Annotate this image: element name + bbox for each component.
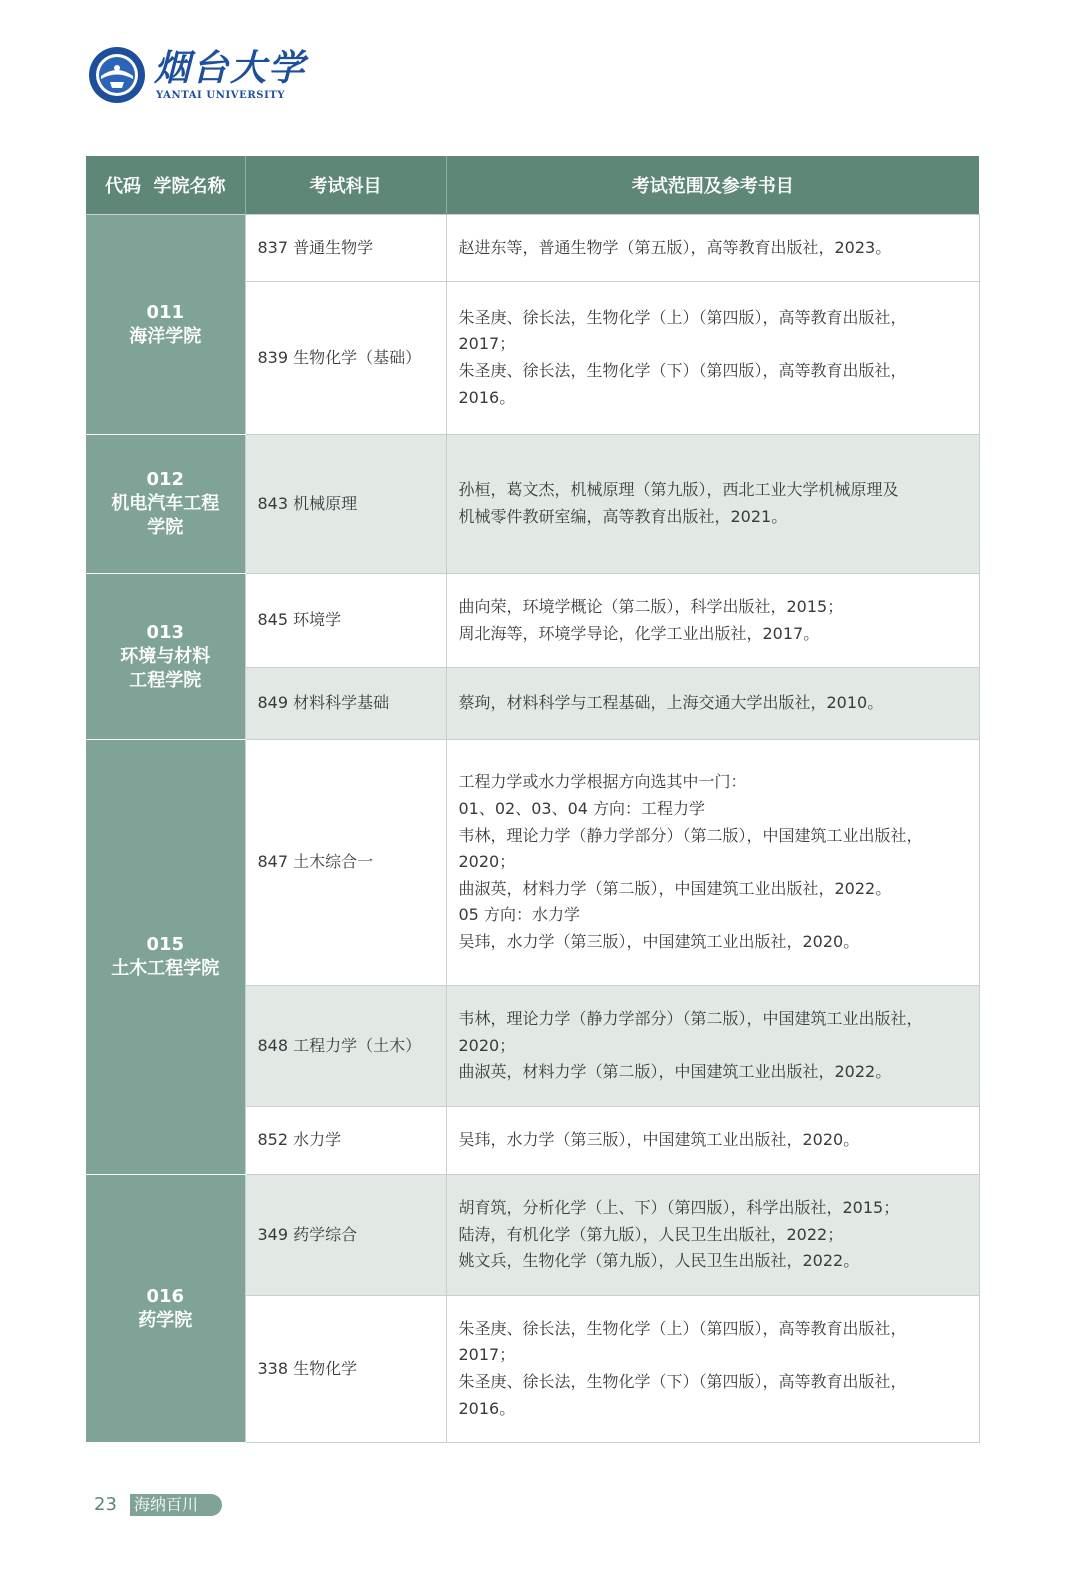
institute-cell	[86, 1175, 245, 1443]
reference-line: 朱圣庚、徐长法，生物化学（下）（第四版），高等教育出版社，	[458, 1372, 907, 1391]
institute-cell	[86, 574, 245, 740]
reference-line: 曲淑英，材料力学（第二版），中国建筑工业出版社，2022。	[458, 878, 892, 898]
institute-cell	[86, 215, 245, 435]
header-subject: 考试科目	[245, 156, 446, 215]
table-header-row	[86, 156, 979, 215]
subject-cell: 338 生物化学	[245, 1296, 446, 1443]
table-row	[86, 215, 979, 282]
reference-line: 曲淑英，材料力学（第二版），中国建筑工业出版社，2022。	[458, 1062, 892, 1082]
header-reference: 考试范围及参考书目	[446, 156, 979, 215]
subject-cell: 843 机械原理	[245, 435, 446, 574]
reference-line: 朱圣庚、徐长法，生物化学（上）（第四版），高等教育出版社，	[458, 307, 907, 327]
reference-cell	[446, 1296, 979, 1443]
page-number: 23	[94, 1494, 117, 1515]
reference-line: 孙桓，葛文杰，机械原理（第九版），西北工业大学机械原理及	[458, 480, 899, 500]
header-institute: 代码 学院名称	[86, 156, 245, 215]
institute-cell	[86, 740, 245, 1175]
institute-code: 016	[146, 1285, 185, 1307]
reference-line: 05 方向：水力学	[458, 905, 580, 925]
subject-cell: 849 材料科学基础	[245, 668, 446, 740]
university-logo	[88, 46, 348, 106]
reference-line: 2020；	[458, 852, 516, 872]
reference-line: 朱圣庚、徐长法，生物化学（上）（第四版），高等教育出版社，	[458, 1318, 907, 1338]
institute-code: 015	[146, 934, 185, 955]
reference-line: 2017；	[458, 1345, 516, 1365]
institute-name: 海洋学院	[129, 325, 202, 347]
table-row	[86, 435, 979, 574]
reference-cell	[446, 740, 979, 986]
institute-code: 013	[146, 621, 185, 643]
institute-name: 工程学院	[129, 669, 202, 691]
reference-line: 2016。	[458, 1398, 516, 1418]
reference-line: 2016。	[458, 387, 516, 407]
subject-cell: 847 土木综合一	[245, 740, 446, 986]
exam-subject-table	[86, 156, 980, 1443]
reference-line: 周北海等，环境学导论，化学工业出版社，2017。	[458, 623, 820, 643]
institute-code: 011	[146, 301, 185, 323]
reference-line: 工程力学或水力学根据方向选其中一门：	[458, 772, 747, 792]
reference-line: 2017；	[458, 334, 516, 354]
reference-line: 01、02、03、04 方向：工程力学	[458, 799, 706, 819]
logo-english-name: YANTAI UNIVERSITY	[156, 90, 286, 101]
institute-name: 药学院	[138, 1309, 193, 1331]
institute-name: 学院	[147, 517, 184, 538]
reference-cell	[446, 215, 979, 282]
reference-cell	[446, 668, 979, 740]
reference-line: 陆涛，有机化学（第九版），人民卫生出版社，2022；	[458, 1224, 844, 1244]
reference-cell	[446, 1175, 979, 1296]
institute-name: 土木工程学院	[111, 958, 220, 979]
reference-cell	[446, 574, 979, 668]
reference-cell	[446, 282, 979, 435]
institute-cell	[86, 435, 245, 574]
institute-name: 环境与材料	[120, 645, 211, 667]
reference-line: 胡育筑，分析化学（上、下）（第四版），科学出版社，2015；	[458, 1198, 900, 1218]
table-row	[86, 1175, 979, 1296]
institute-name: 机电汽车工程	[111, 493, 220, 514]
reference-cell	[446, 1107, 979, 1175]
reference-line: 朱圣庚、徐长法，生物化学（下）（第四版），高等教育出版社，	[458, 361, 907, 380]
reference-line: 姚文兵，生物化学（第九版），人民卫生出版社，2022。	[458, 1251, 860, 1271]
section-badge: 海纳百川	[130, 1494, 222, 1516]
reference-line: 曲向荣，环境学概论（第二版），科学出版社，2015；	[458, 596, 844, 616]
reference-line: 赵进东等，普通生物学（第五版），高等教育出版社，2023。	[458, 237, 892, 257]
table-row	[86, 574, 979, 668]
reference-line: 吴玮，水力学（第三版），中国建筑工业出版社，2020。	[458, 1130, 860, 1150]
reference-line: 蔡珣，材料科学与工程基础，上海交通大学出版社，2010。	[458, 693, 884, 713]
reference-line: 韦林，理论力学（静力学部分）（第二版），中国建筑工业出版社，	[458, 1009, 923, 1029]
subject-cell: 845 环境学	[245, 574, 446, 668]
reference-cell	[446, 986, 979, 1107]
institute-code: 012	[146, 469, 185, 490]
university-emblem-icon	[88, 46, 146, 104]
reference-cell	[446, 435, 979, 574]
subject-cell: 349 药学综合	[245, 1175, 446, 1296]
subject-cell: 848 工程力学（土木）	[245, 986, 446, 1107]
table-row	[86, 740, 979, 986]
reference-line: 机械零件教研室编，高等教育出版社，2021。	[458, 507, 788, 526]
reference-line: 2020；	[458, 1035, 516, 1055]
subject-cell: 839 生物化学（基础）	[245, 282, 446, 435]
logo-chinese-name: 烟台大学	[154, 47, 307, 89]
reference-line: 韦林，理论力学（静力学部分）（第二版），中国建筑工业出版社，	[458, 825, 923, 845]
subject-cell: 852 水力学	[245, 1107, 446, 1175]
reference-line: 吴玮，水力学（第三版），中国建筑工业出版社，2020。	[458, 931, 860, 951]
subject-cell: 837 普通生物学	[245, 215, 446, 282]
